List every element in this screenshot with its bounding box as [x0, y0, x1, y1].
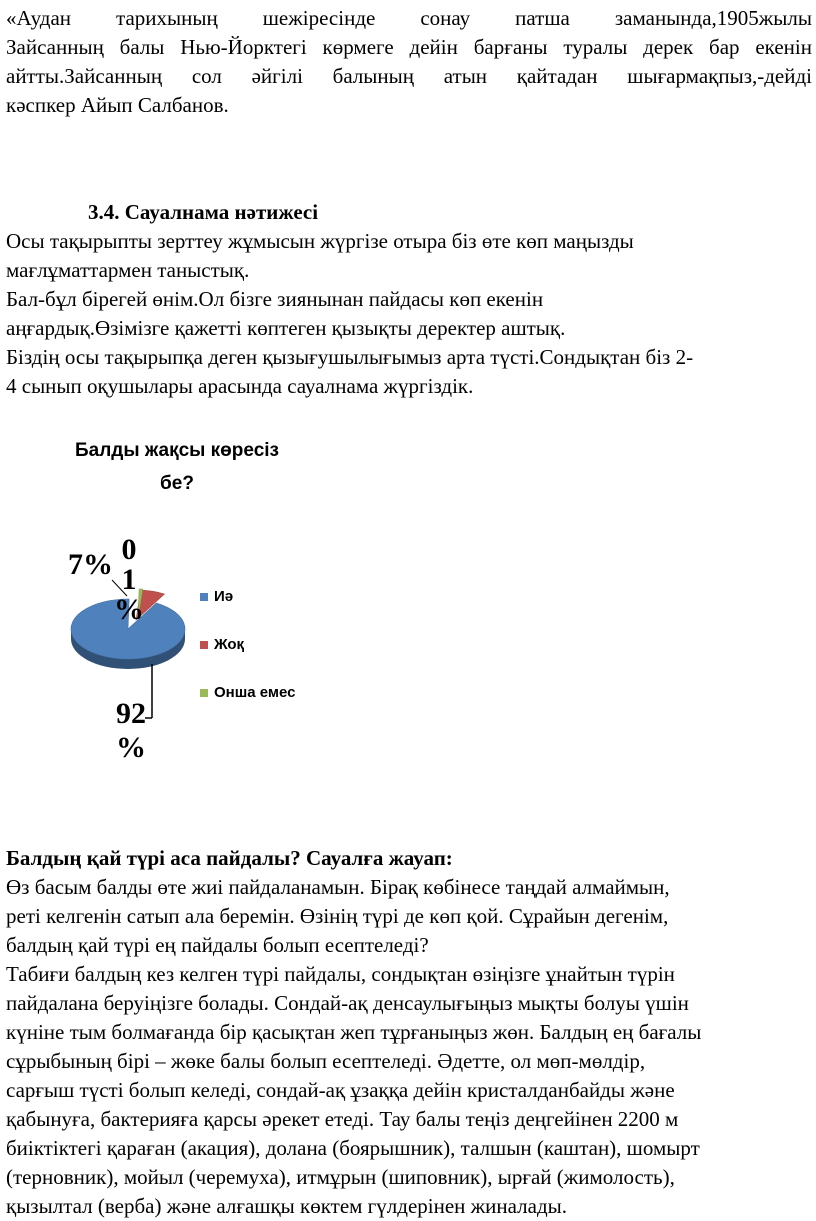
qa-line: сарғыш түсті болып келеді, сондай-ақ ұзаққа дейін кристалданбайды және — [6, 1078, 675, 1102]
section-line: аңғардық.Өзімізге қажетті көптеген қызықты деректер аштық. — [6, 316, 566, 340]
section-line: Осы тақырыпты зерттеу жұмысын жүргізе отыра біз өте көп маңызды — [6, 229, 634, 253]
section-heading: 3.4. Сауалнама нәтижесі — [88, 200, 319, 224]
qa-line: Табиғи балдың кез келген түрі пайдалы, сондықтан өзіңізге ұнайтын түрін — [6, 962, 675, 986]
legend-item — [200, 684, 295, 701]
qa-line: пайдалана беруіңізге болады. Сондай-ақ денсаулығыңыз мықты болуы үшін — [6, 991, 689, 1015]
legend-swatch — [200, 593, 208, 601]
intro-line: «Аудан тарихының шежіресінде сонау патша заманында,1905жылы — [6, 6, 812, 30]
section-line: мағлұматтармен таныстық. — [6, 258, 250, 282]
data-label-notreally-bottom: 1 % — [114, 563, 144, 626]
data-label-no: 7% — [68, 548, 113, 581]
section-line: 4 сынып оқушылары арасында сауалнама жүргіздік. — [6, 374, 474, 398]
section-line: Бал-бұл бірегей өнім.Ол бізге зиянынан пайдасы көп екенін — [6, 287, 544, 311]
chart-title: Балды жақсы көресіз бе? — [74, 440, 280, 494]
data-label-notreally-top: 0 — [121, 533, 137, 566]
qa-line: сұрыбының бірі – жөке балы болып есептеледі. Әдетте, ол мөп-мөлдір, — [6, 1049, 646, 1073]
qa-line: балдың қай түрі ең пайдалы болып есептеледі? — [6, 933, 429, 957]
qa-line: Өз басым балды өте жиі пайдаланамын. Бірақ көбінесе таңдай алмаймын, — [6, 875, 670, 899]
legend-label: Жоқ — [214, 636, 245, 653]
legend-label: Иә — [214, 588, 234, 605]
qa-line: реті келгенін сатып ала беремін. Өзінің түрі де көп қой. Сұрайын дегенім, — [6, 904, 669, 928]
qa-line: биіктіктегі қараған (акация), долана (боярышник), талшын (каштан), шомырт — [6, 1136, 700, 1160]
qa-paragraph — [6, 873, 812, 1221]
legend-swatch — [200, 641, 208, 649]
intro-line: айтты.Зайсанның сол әйгілі балының атын қайтадан шығармақпыз,-дейді — [6, 64, 812, 88]
data-label-yes-text: 92 % — [116, 697, 146, 764]
intro-line: Зайсанның балы Нью-Йорктегі көрмеге дейін барғаны туралы дерек бар екенін — [6, 35, 812, 59]
legend-item — [200, 588, 233, 605]
qa-line: қабынуға, бактерияға қарсы әрекет етеді. Тау балы теңіз деңгейінен 2200 м — [6, 1107, 679, 1131]
legend-item — [200, 636, 244, 653]
qa-heading: Балдың қай түрі аса пайдалы? Сауалға жауап: — [6, 846, 453, 870]
qa-line: (терновник), мойыл (черемуха), итмұрын (шиповник), ырғай (жимолость), — [6, 1165, 675, 1189]
legend-swatch — [200, 689, 208, 697]
data-label-yes — [116, 697, 156, 765]
qa-line: күніне тым болмағанда бір қасықтан жеп тұрғаныңыз жөн. Балдың ең бағалы — [6, 1020, 702, 1044]
qa-line: қызылтал (верба) және алғашқы көктем гүлдерінен жиналады. — [6, 1194, 567, 1218]
data-label-notreally — [104, 535, 154, 625]
intro-line: кәспкер Айып Салбанов. — [6, 93, 229, 117]
legend-label: Онша емес — [214, 684, 296, 701]
section-line: Біздің осы тақырыпқа деген қызығушылығымыз арта түсті.Сондықтан біз 2- — [6, 345, 694, 369]
